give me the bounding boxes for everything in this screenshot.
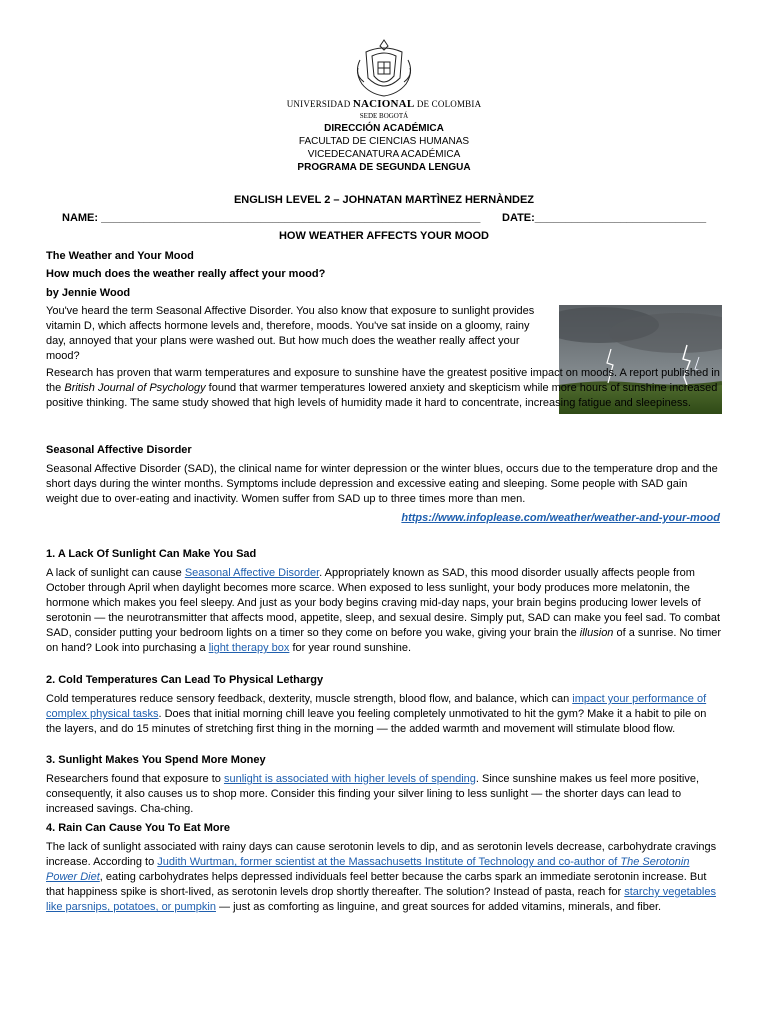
- link-starchy-vegetables[interactable]: starchy vegetables like parsnips, potatoes, or pumpkin: [46, 886, 716, 913]
- section-1-title: 1. A Lack Of Sunlight Can Make You Sad: [46, 548, 257, 560]
- course-title: ENGLISH LEVEL 2 – JOHNATAN MARTÌNEZ HERNÀNDEZ: [233, 194, 535, 206]
- university-seal-logo: [352, 38, 416, 100]
- name-field-label: NAME: ______________________________________________________________: [62, 212, 481, 224]
- link-judith-wurtman[interactable]: Judith Wurtman, former scientist at the Massachusetts Institute of Technology and co-author of The Serotonin Power Diet: [46, 856, 690, 883]
- section-4-body: The lack of sunlight associated with rainy days can cause serotonin levels to dip, and as serotonin levels decrease, carbohydrate cravings increase. According to Judith Wurtman, former scientist at the Massachusetts Institute of Technology and co-author of The Serotonin Power Diet, eating carbohydrates helps depressed individuals feel better because the carbs spark an immediate serotonin increase. But that happiness spike is short-lived, as serotonin levels drop shortly thereafter. The solution? Instead of pasta, reach for starchy vegetables like parsnips, potatoes, or pumpkin — just as comforting as linguine, and great sources for added vitamins, minerals, and fiber.: [46, 841, 717, 913]
- header-line-4: PROGRAMA DE SEGUNDA LENGUA: [297, 162, 471, 173]
- section-3-body: Researchers found that exposure to sunlight is associated with higher levels of spending. Since sunshine makes us feel more positive, consequently, it also causes us to shop more. Consider this finding your silver lining to less sunlight — the shorter days can lead to increased savings. Cha-ching.: [46, 773, 700, 815]
- paragraph-intro: You've heard the term Seasonal Affective Disorder. You also know that exposure to sunlight provides vitamin D, which affects hormone levels and, therefore, moods. You've sat inside on a gloomy, rainy day, annoyed that your plans were washed out. But how much does the weather really affect your mood?: [46, 305, 535, 362]
- university-name: UNIVERSIDAD NACIONAL DE COLOMBIA: [286, 98, 482, 110]
- sad-heading: Seasonal Affective Disorder: [46, 444, 192, 456]
- article-byline: by Jennie Wood: [46, 287, 131, 299]
- section-4-title: 4. Rain Can Cause You To Eat More: [46, 822, 230, 834]
- header-line-1: DIRECCIÓN ACADÉMICA: [324, 123, 444, 134]
- journal-title: British Journal of Psychology: [64, 382, 206, 394]
- section-3-title: 3. Sunlight Makes You Spend More Money: [46, 754, 266, 766]
- section-2-body: Cold temperatures reduce sensory feedback, dexterity, muscle strength, blood flow, and balance, which can impact your performance of complex physical tasks. Does that initial morning chill leave you feeling completely unmotivated to hit the gym? Make it a habit to pile on the layers, and do 15 minutes of stretching first thing in the morning — the added warmth and movement will stimulate blood flow.: [46, 693, 707, 735]
- section-1-body: A lack of sunlight can cause Seasonal Affective Disorder. Appropriately known as SAD, this mood disorder usually affects people from October through April when daylight becomes more scarce. When exposed to less sunlight, your body produces more melatonin, the hormone which makes you feel sleepy. And just as your body begins craving mid-day naps, your brain begins producing lower levels of serotonin — the neurotransmitter that affects mood, appetite, sleep, and sexual desire. Simply put, SAD can make you feel sad. To combat SAD, consider putting your bedroom lights on a timer so they come on before you wake, giving your brain the illusion of a sunrise. No timer on hand? Look into purchasing a light therapy box for year round sunshine.: [46, 567, 722, 654]
- link-sunlight-spending[interactable]: sunlight is associated with higher levels of spending: [223, 773, 476, 785]
- link-seasonal-affective-disorder[interactable]: Seasonal Affective Disorder: [184, 567, 320, 579]
- main-title: HOW WEATHER AFFECTS YOUR MOOD: [278, 230, 489, 242]
- header-line-3: VICEDECANATURA ACADÉMICA: [307, 149, 461, 160]
- article-heading: The Weather and Your Mood: [46, 250, 194, 262]
- paragraph-sad: Seasonal Affective Disorder (SAD), the clinical name for winter depression or the winter blues, occurs due to the temperature drop and the short days during the winter months. Symptoms include depression and excessive eating and sleeping. Some people with SAD gain weight due to over-eating and inactivity. Women suffer from SAD up to three times more than men.: [46, 463, 718, 505]
- link-impact-performance[interactable]: impact your performance of complex physical tasks: [46, 693, 707, 720]
- link-light-therapy-box[interactable]: light therapy box: [208, 642, 290, 654]
- campus-name: SEDE BOGOTÁ: [359, 112, 409, 120]
- article-question: How much does the weather really affect your mood?: [46, 268, 326, 280]
- date-field-label: DATE:____________________________: [502, 212, 707, 224]
- source-link[interactable]: https://www.infoplease.com/weather/weather-and-your-mood: [401, 512, 720, 524]
- paragraph-research: Research has proven that warm temperatures and exposure to sunshine have the greatest positive impact on moods. A report published in the British Journal of Psychology found that warmer temperatures lowered anxiety and skepticism while more hours of sunshine increased positive thinking. The same study showed that high levels of humidity made it hard to concentrate, increasing fatigue and sleepiness.: [46, 367, 720, 409]
- section-2-title: 2. Cold Temperatures Can Lead To Physical Lethargy: [46, 674, 324, 686]
- header-line-2: FACULTAD DE CIENCIAS HUMANAS: [298, 136, 470, 147]
